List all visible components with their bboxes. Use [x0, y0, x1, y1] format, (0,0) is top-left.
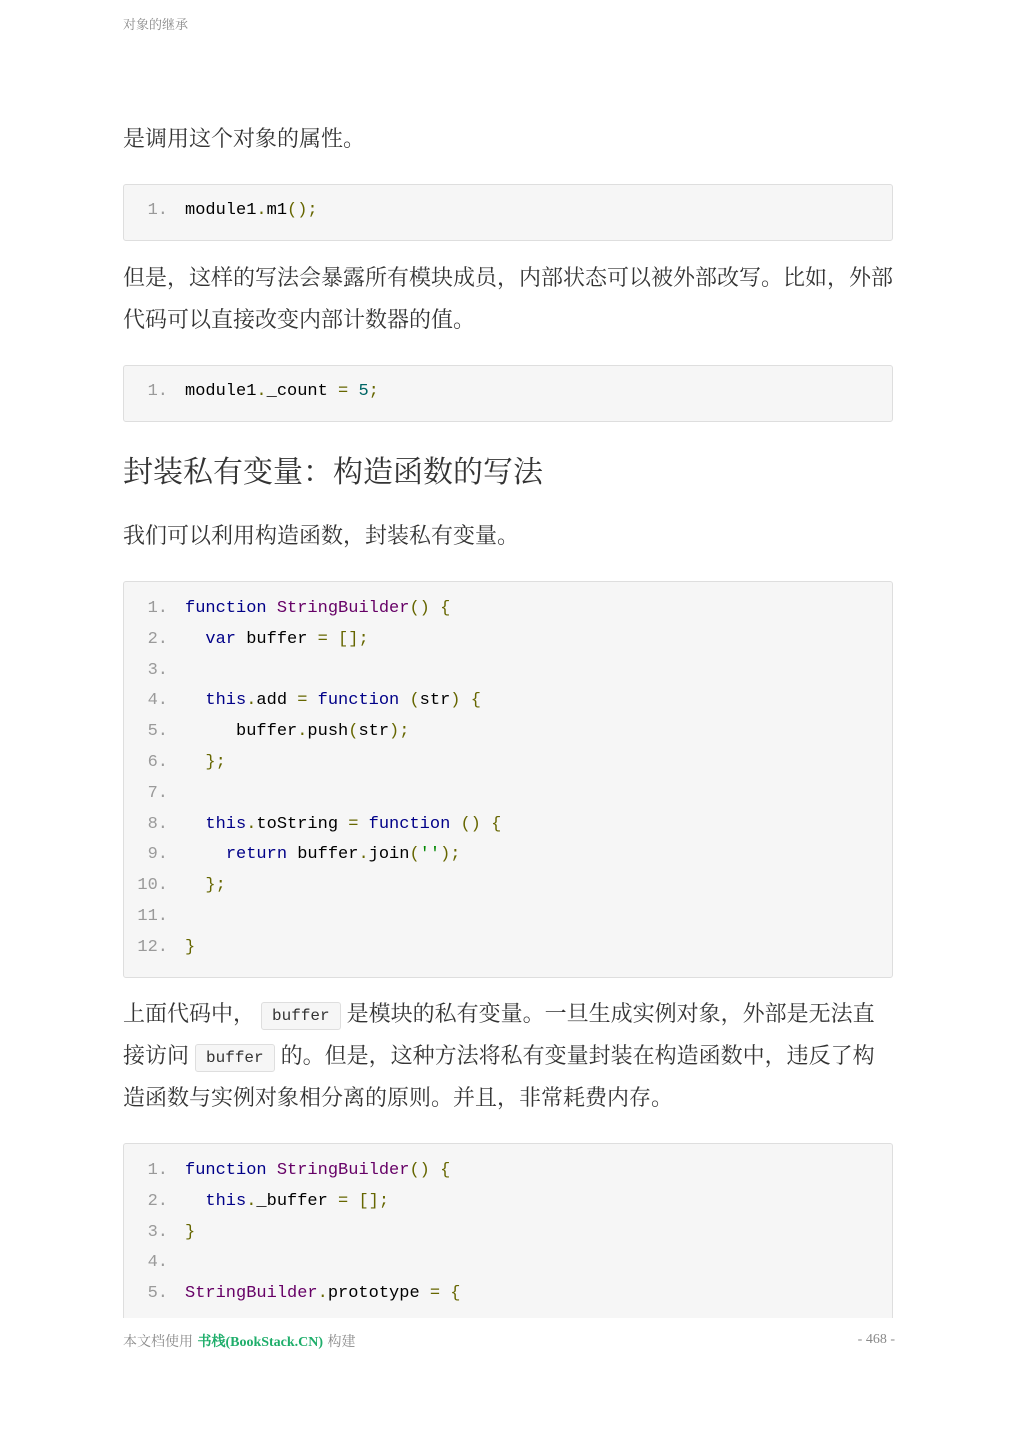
code-line: [124, 810, 892, 841]
code-token: this: [205, 1191, 247, 1211]
code-line: [124, 902, 892, 933]
code-line: [124, 1187, 892, 1218]
line-number: 10.: [137, 876, 168, 896]
code-token: (: [348, 722, 359, 742]
line-number: 1.: [147, 382, 168, 401]
code-text: [185, 840, 460, 871]
code-token: =: [317, 629, 328, 649]
line-number: 3.: [147, 660, 168, 680]
inline-code: buffer: [261, 1002, 341, 1030]
code-token: (): [460, 814, 481, 834]
line-number: 6.: [147, 752, 168, 772]
code-line: [124, 686, 892, 717]
code-token: str: [419, 691, 451, 711]
code-token: {: [470, 691, 481, 711]
code-token: [];: [338, 629, 369, 649]
code-token: ): [450, 691, 461, 711]
line-number: 2.: [147, 629, 168, 649]
code-block: [123, 184, 893, 241]
code-line: [124, 933, 892, 964]
code-token: [348, 1192, 358, 1211]
line-number: 11.: [137, 906, 168, 926]
code-token: .: [246, 1191, 257, 1211]
code-text: [185, 1218, 195, 1249]
code-token: {: [440, 1161, 451, 1180]
code-token: StringBuilder: [185, 1284, 318, 1304]
code-token: StringBuilder: [276, 1161, 410, 1180]
code-token: '': [419, 845, 441, 865]
code-token: };: [205, 876, 226, 896]
code-line: [124, 196, 892, 227]
code-token: .: [256, 201, 267, 220]
code-line: [124, 1279, 892, 1310]
code-token: m1: [266, 201, 288, 220]
code-token: =: [338, 1191, 349, 1211]
code-token: 5: [358, 382, 369, 401]
code-token: [481, 815, 491, 834]
line-number: 1.: [147, 599, 168, 618]
code-token: return: [225, 845, 288, 865]
code-token: {: [440, 599, 451, 618]
code-token: =: [297, 691, 308, 711]
code-token: toString: [256, 814, 349, 834]
code-line: [124, 748, 892, 779]
page-number: - 468 -: [857, 1332, 895, 1347]
paragraph-text: 上面代码中，: [123, 1002, 256, 1027]
code-token: module1: [185, 201, 257, 220]
code-token: (): [409, 599, 430, 618]
code-line: [124, 871, 892, 902]
footer-suffix: 构建: [327, 1334, 356, 1350]
code-token: [];: [358, 1191, 390, 1211]
paragraph-text: 的。但是，这种方法将私有变量封装在构造函数中，违反了构造函数与实例对象相分离的原则。并且，非常耗费内存。: [123, 1044, 875, 1111]
code-token: );: [389, 722, 410, 742]
code-token: [399, 691, 409, 710]
code-token: _count: [266, 382, 339, 401]
code-line: [124, 594, 892, 625]
code-token: [185, 1192, 205, 1211]
code-token: buffer: [287, 845, 359, 865]
code-token: }: [185, 1222, 196, 1242]
page-content: [123, 0, 895, 1318]
code-token: [460, 691, 470, 710]
line-number: 4.: [147, 1253, 168, 1273]
code-token: .: [246, 691, 257, 711]
code-token: add: [256, 691, 298, 711]
code-text: [185, 594, 450, 625]
code-token: .: [358, 845, 369, 865]
code-text: [185, 377, 379, 408]
line-number: 2.: [147, 1191, 168, 1211]
code-line: [124, 840, 892, 871]
code-token: ;: [368, 382, 379, 401]
code-token: =: [429, 1284, 441, 1304]
code-text: [185, 1156, 450, 1187]
code-token: _buffer: [256, 1191, 339, 1211]
code-token: function: [317, 691, 400, 711]
code-line: [124, 1248, 892, 1279]
code-line: [124, 377, 892, 408]
code-text: [185, 686, 481, 717]
code-token: .: [256, 382, 267, 401]
code-block: [123, 365, 893, 422]
code-text: [185, 625, 369, 656]
paragraph: [123, 994, 895, 1120]
code-token: str: [358, 722, 390, 742]
code-token: push: [307, 722, 349, 742]
code-token: buffer: [236, 629, 318, 649]
running-header: 对象的继承: [123, 18, 189, 33]
line-number: 1.: [147, 1161, 168, 1180]
code-token: prototype: [327, 1284, 430, 1304]
code-line: [124, 1218, 892, 1249]
line-number: 5.: [147, 1284, 168, 1304]
code-token: =: [338, 382, 349, 401]
code-block: [123, 581, 893, 978]
code-token: {: [450, 1284, 461, 1304]
code-token: [267, 1161, 277, 1180]
paragraph: 但是，这样的写法会暴露所有模块成员，内部状态可以被外部改写。比如，外部代码可以直接改变内部计数器的值。: [123, 266, 894, 333]
inline-code: buffer: [195, 1044, 275, 1072]
code-token: module1: [185, 382, 257, 401]
code-token: [185, 753, 205, 772]
code-token: [267, 599, 277, 618]
code-token: };: [205, 752, 226, 772]
code-token: function: [185, 599, 267, 618]
code-token: ();: [287, 201, 318, 220]
code-text: [185, 1187, 389, 1218]
code-token: var: [205, 629, 237, 649]
code-token: [185, 691, 205, 710]
code-text: [185, 196, 318, 227]
code-token: .: [297, 722, 308, 742]
code-line: [124, 625, 892, 656]
code-token: [307, 691, 317, 710]
line-number: 8.: [147, 814, 168, 834]
code-line: [124, 1156, 892, 1187]
code-token: =: [348, 814, 359, 834]
paragraph-text: 是模块的私有变量。一旦生成实例对象，外部是无法直接访问: [123, 1002, 875, 1069]
code-token: [348, 382, 358, 401]
line-number: 5.: [147, 722, 168, 742]
line-number: 3.: [147, 1222, 168, 1242]
paragraph: 是调用这个对象的属性。: [123, 127, 366, 152]
code-token: buffer: [185, 722, 298, 742]
code-token: [430, 1161, 440, 1180]
code-token: function: [368, 814, 451, 834]
paragraph: 我们可以利用构造函数，封装私有变量。: [123, 524, 520, 549]
line-number: 4.: [147, 691, 168, 711]
footer-credit: [123, 1331, 356, 1351]
code-token: (: [409, 845, 420, 865]
code-token: .: [317, 1284, 328, 1304]
code-text: [185, 1279, 460, 1310]
code-token: [430, 599, 440, 618]
code-token: this: [205, 814, 247, 834]
code-token: join: [368, 845, 410, 865]
code-token: [450, 815, 460, 834]
code-token: [185, 876, 205, 895]
section-heading: 封装私有变量：构造函数的写法: [123, 455, 543, 490]
code-token: .: [246, 814, 257, 834]
code-token: (: [409, 691, 420, 711]
code-token: [185, 630, 205, 649]
code-text: [185, 748, 226, 779]
code-line: [124, 656, 892, 687]
code-token: {: [491, 814, 502, 834]
code-token: );: [440, 845, 461, 865]
code-token: (): [409, 1161, 430, 1180]
code-line: [124, 717, 892, 748]
code-token: [185, 845, 226, 864]
code-token: [328, 630, 338, 649]
code-token: this: [205, 691, 247, 711]
code-line: [124, 779, 892, 810]
code-block: [123, 1143, 893, 1318]
code-text: [185, 933, 195, 964]
line-number: 9.: [147, 845, 168, 865]
line-number: 7.: [147, 783, 168, 803]
code-token: }: [185, 937, 196, 957]
line-number: 12.: [137, 937, 168, 957]
code-token: function: [185, 1161, 267, 1180]
code-token: [185, 815, 205, 834]
line-number: 1.: [147, 201, 168, 220]
code-token: [358, 815, 368, 834]
bookstack-link[interactable]: 书栈(BookStack.CN): [197, 1335, 324, 1350]
code-token: StringBuilder: [276, 599, 410, 618]
code-token: [440, 1284, 450, 1303]
code-text: [185, 871, 226, 902]
code-text: [185, 810, 501, 841]
footer-prefix: 本文档使用: [123, 1334, 193, 1350]
code-text: [185, 717, 409, 748]
